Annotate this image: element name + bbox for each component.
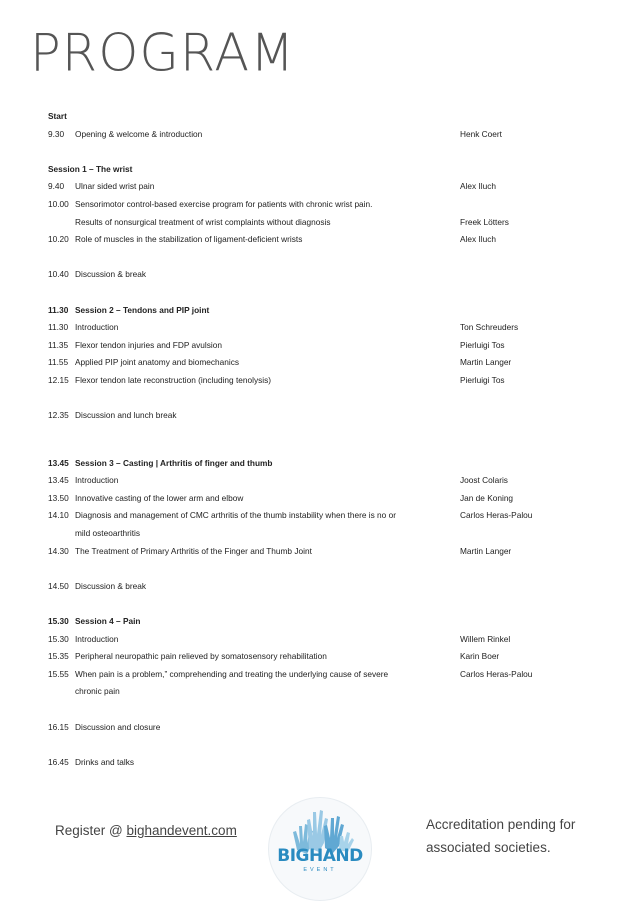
break-description: Discussion & break (75, 580, 147, 591)
break-description: Discussion and closure (75, 721, 161, 732)
row-time: 11.35 (48, 339, 69, 350)
accreditation-line-1: Accreditation pending for (426, 817, 576, 832)
session-header (48, 613, 608, 631)
row-time: 11.30 (48, 322, 69, 333)
row-time: 14.30 (48, 545, 69, 556)
break-description: Discussion and lunch break (75, 410, 177, 421)
logo-text: BIGHAND (277, 846, 363, 866)
row-speaker: Pierluigi Tos (460, 374, 505, 385)
row-speaker: Martin Langer (460, 357, 512, 368)
row-description: Flexor tendon late reconstruction (including tenolysis) (75, 374, 271, 385)
spacer (48, 390, 608, 408)
schedule-row (48, 472, 608, 490)
schedule-row (48, 507, 608, 525)
session-title: Start (48, 111, 67, 121)
row-time: 12.15 (48, 374, 69, 385)
session-time: 11.30 (48, 304, 69, 315)
row-time: 10.20 (48, 234, 69, 245)
row-speaker: Carlos Heras-Palou (460, 510, 533, 521)
row-time: 10.00 (48, 198, 69, 209)
schedule-row (48, 319, 608, 337)
row-time: 15.55 (48, 668, 69, 679)
row-description: Introduction (75, 322, 119, 333)
row-description: The Treatment of Primary Arthritis of the Finger and Thumb Joint (75, 545, 312, 556)
row-description: Results of nonsurgical treatment of wrist complaints without diagnosis (75, 216, 331, 227)
session-header (48, 455, 608, 473)
row-speaker: Ton Schreuders (460, 322, 519, 333)
accreditation-note (426, 813, 575, 859)
schedule-row (48, 648, 608, 666)
row-time: 15.35 (48, 651, 69, 662)
break-description: Drinks and talks (75, 756, 135, 767)
schedule-row (48, 490, 608, 508)
session-title: Session 3 – Casting | Arthritis of finger and thumb (75, 457, 273, 468)
row-speaker: Karin Boer (460, 651, 500, 662)
row-description: Introduction (75, 475, 119, 486)
spacer (48, 595, 608, 613)
break-row (48, 754, 608, 772)
accreditation-line-2: associated societies. (426, 840, 551, 855)
break-description: Discussion & break (75, 269, 147, 280)
row-time: 15.30 (48, 633, 69, 644)
row-speaker: Martin Langer (460, 545, 512, 556)
session-title: Session 4 – Pain (75, 616, 141, 627)
row-speaker: Joost Colaris (460, 475, 508, 486)
break-row (48, 407, 608, 425)
row-speaker: Jan de Koning (460, 492, 514, 503)
register-prefix: Register @ (55, 823, 127, 838)
row-description: Introduction (75, 633, 119, 644)
break-row (48, 719, 608, 737)
session-title: Session 2 – Tendons and PIP joint (75, 304, 210, 315)
schedule-row (48, 126, 608, 144)
spacer (48, 701, 608, 719)
row-time: 11.55 (48, 357, 69, 368)
logo-subtext: EVENT (303, 867, 337, 873)
row-description: Opening & welcome & introduction (75, 128, 203, 139)
break-row (48, 266, 608, 284)
schedule-row (48, 196, 608, 214)
schedule-row (48, 683, 608, 701)
row-speaker: Freek Lötters (460, 216, 509, 227)
schedule-row (48, 372, 608, 390)
schedule-row (48, 178, 608, 196)
row-description: chronic pain (75, 686, 120, 697)
session-header (48, 302, 608, 320)
row-time: 9.40 (48, 181, 65, 192)
row-speaker: Alex Iluch (460, 234, 496, 245)
spacer (48, 736, 608, 754)
program-schedule (48, 108, 608, 789)
spacer (48, 560, 608, 578)
row-description: Applied PIP joint anatomy and biomechanics (75, 357, 240, 368)
bighand-logo (268, 797, 372, 901)
row-description: Diagnosis and management of CMC arthritis of the thumb instability when there is no or (75, 510, 396, 521)
schedule-row (48, 354, 608, 372)
session-time: 13.45 (48, 457, 69, 468)
row-speaker: Willem Rinkel (460, 633, 511, 644)
spacer (48, 249, 608, 267)
break-time: 10.40 (48, 269, 69, 280)
spacer (48, 284, 608, 302)
schedule-row (48, 525, 608, 543)
schedule-row (48, 666, 608, 684)
row-description: Innovative casting of the lower arm and elbow (75, 492, 244, 503)
page-title: PROGRAM (30, 23, 296, 84)
break-time: 16.45 (48, 756, 69, 767)
break-time: 16.15 (48, 721, 69, 732)
schedule-row (48, 631, 608, 649)
session-time: 15.30 (48, 616, 69, 627)
row-description: When pain is a problem,” comprehending and treating the underlying cause of severe (75, 668, 389, 679)
row-description: Peripheral neuropathic pain relieved by somatosensory rehabilitation (75, 651, 327, 662)
register-text (55, 823, 237, 838)
row-speaker: Henk Coert (460, 128, 502, 139)
row-time: 13.45 (48, 475, 69, 486)
row-speaker: Pierluigi Tos (460, 339, 505, 350)
register-link[interactable]: bighandevent.com (126, 823, 237, 838)
row-description: Ulnar sided wrist pain (75, 181, 155, 192)
session-title: Session 1 – The wrist (48, 163, 133, 174)
row-speaker: Carlos Heras-Palou (460, 668, 533, 679)
row-time: 13.50 (48, 492, 69, 503)
row-time: 14.10 (48, 510, 69, 521)
row-time: 9.30 (48, 128, 65, 139)
session-header (48, 161, 608, 179)
schedule-row (48, 543, 608, 561)
row-description: Sensorimotor control-based exercise program for patients with chronic wrist pain. (75, 198, 373, 209)
break-row (48, 578, 608, 596)
break-time: 12.35 (48, 410, 69, 421)
row-description: Role of muscles in the stabilization of ligament-deficient wrists (75, 234, 303, 245)
schedule-row (48, 214, 608, 232)
row-speaker: Alex Iluch (460, 181, 496, 192)
spacer (48, 771, 608, 789)
spacer (48, 143, 608, 161)
schedule-row (48, 231, 608, 249)
session-header (48, 108, 608, 126)
row-description: mild osteoarthritis (75, 528, 141, 539)
row-description: Flexor tendon injuries and FDP avulsion (75, 339, 222, 350)
schedule-row (48, 337, 608, 355)
break-time: 14.50 (48, 580, 69, 591)
spacer (48, 425, 608, 455)
